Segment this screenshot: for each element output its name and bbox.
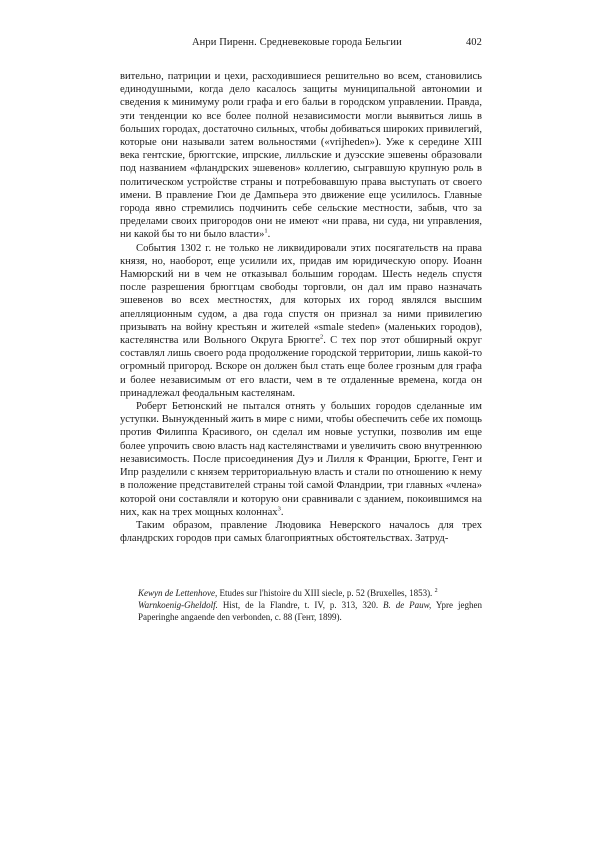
paragraph-4	[120, 519, 482, 545]
footnotes	[138, 587, 482, 623]
main-text	[120, 70, 482, 545]
paragraph-3-text: Роберт Бетюнский не пытался отнять у больших городов сделанные им уступки. Вынужденный жить в мире с ними, чтобы обеспечить себе их помощь против Филиппа Красивого, он сделал им новые уступки, позволив им еще более упрочить свою власть над кастелянствами и увеличить свою внутреннюю независимость. После присоединения Дуэ и Лилля к Франции, Брюгге, Гент и Ипр разделили с князем территориальную власть и стали по отношению к нему в положение представителей страны той самой Фландрии, три главных «члена» которой они составляли и которую они сравнивали с зданием, покоившимся на них, как на трех мощных колоннах	[120, 401, 483, 518]
footnote-1-author: Kewyn de Lettenhove,	[138, 588, 218, 598]
paragraph-1-end: .	[267, 229, 271, 241]
footnote-1-text: Etudes sur l'histoire du XIII siecle, p. 52 (Bruxelles, 1853).	[217, 588, 433, 598]
paragraph-2-text-b: . С тех пор этот обширный округ составлял лишь своего рода продолжение городской территории, лишь какой-то огромный пригород. Вскоре он должен был стать еще более грозным для графа и более независимым от его власти, чем в те отдаленные времена, когда он принадлежал феодальным кастелянам.	[120, 335, 482, 399]
footnote-2-marker: 2	[434, 588, 438, 594]
footnote-2-text: Hist, de la Flandre, t. IV, p. 313, 320.	[217, 600, 379, 610]
paragraph-1-text: вительно, патриции и цехи, расходившиеся решительно во всем, становились единодушными, когда дело касалось защиты муниципальной автономии и сведения к минимуму роли графа и его бальи в городском управлении. Правда, эти тенденции ко все более полной независимости могли выявиться лишь в больших городах, достаточно сильных, чтобы добиваться широких привилегий, которые они называли затем вольностями («vrijheden»). Уже к середине XIII века гентские, брюггские, ипрские, лилльские и дуэсские эшевены образовали под названием «фландрских эшевенов» коллегию, сыгравшую крупную роль в политическом устройстве страны и потребовавшую права выступать от своего имени. В правление Гюи де Дампьера это движение еще усилилось. Главные города явно стремились подчинить себе сельские местности, забыв, что за пределами своих пригородов они не имеют «ни права, ни суда, ни управления, ни какой бы то ни было власти»	[120, 71, 482, 241]
paragraph-4-text: Таким образом, правление Людовика Неверского началось для трех фландрских городов при самых благоприятных обстоятельствах. Затруд-	[120, 519, 482, 545]
footnote-ref-2: 2	[319, 333, 324, 341]
footnote-2-text-2: Ypre jeghen Paperinghe angaende den verbonden, c. 88 (Гент, 1899).	[138, 600, 482, 622]
footnote-2-author: Warnkoenig-Gheldolf.	[138, 600, 218, 610]
paragraph-1	[120, 70, 482, 242]
paragraph-3-end: .	[280, 506, 284, 518]
footnote-2-author-2: B. de Pauw,	[378, 600, 432, 610]
paragraph-2	[120, 242, 482, 400]
footnote-ref-3: 3	[277, 505, 281, 513]
paragraph-2-text-a: События 1302 г. не только не ликвидировали этих посягательств на права князя, но, наоборот, еще усилили их, придав им юридическую опору. Иоанн Намюрский ни в чем не отказывал большим городам. Шесть недель спустя после разрешения брюггцам свободы торговли, он дал им право назначать эшевенов во всех местностях, для которых их город являлся высшим апелляционным судом, а два года спустя он признал за ними привилегию призывать на войну крестьян и жителей «smale steden» (маленьких городов), кастелянства или Вольного Округа Брюгге	[120, 242, 482, 347]
paragraph-3	[120, 400, 482, 519]
page-number: 402	[465, 37, 482, 48]
footnote-block	[138, 587, 482, 623]
running-title: Анри Пиренн. Средневековые города Бельгии	[192, 37, 402, 48]
footnote-ref-1: 1	[264, 227, 268, 235]
